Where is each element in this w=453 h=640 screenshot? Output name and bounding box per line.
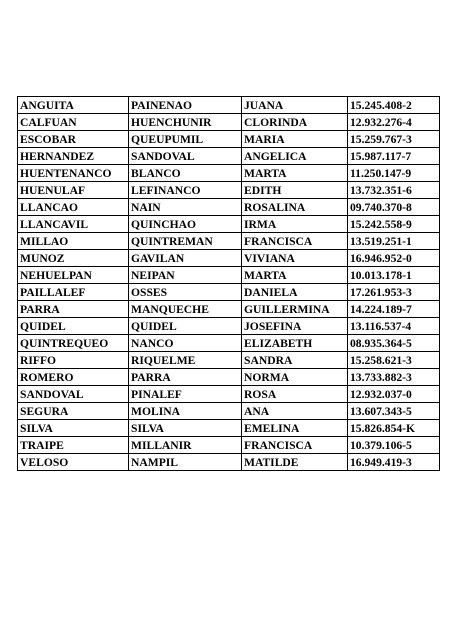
maternal-surname-cell: QUEUPUMIL bbox=[129, 131, 242, 148]
table-row bbox=[18, 182, 440, 199]
maternal-surname-cell: MANQUECHE bbox=[129, 301, 242, 318]
paternal-surname-cell: SANDOVAL bbox=[18, 386, 129, 403]
first-name-cell: ROSA bbox=[242, 386, 348, 403]
maternal-surname-cell: PAINENAO bbox=[129, 97, 242, 114]
paternal-surname-cell: ANGUITA bbox=[18, 97, 129, 114]
paternal-surname-cell: ROMERO bbox=[18, 369, 129, 386]
paternal-surname-cell: QUIDEL bbox=[18, 318, 129, 335]
maternal-surname-cell: NANCO bbox=[129, 335, 242, 352]
table-row bbox=[18, 335, 440, 352]
rut-cell: 13.116.537-4 bbox=[348, 318, 440, 335]
table-row bbox=[18, 352, 440, 369]
table-row bbox=[18, 148, 440, 165]
table-row bbox=[18, 216, 440, 233]
maternal-surname-cell: SILVA bbox=[129, 420, 242, 437]
paternal-surname-cell: MILLAO bbox=[18, 233, 129, 250]
table-row bbox=[18, 454, 440, 471]
first-name-cell: JUANA bbox=[242, 97, 348, 114]
rut-cell: 12.932.276-4 bbox=[348, 114, 440, 131]
rut-cell: 15.245.408-2 bbox=[348, 97, 440, 114]
rut-cell: 13.732.351-6 bbox=[348, 182, 440, 199]
rut-cell: 08.935.364-5 bbox=[348, 335, 440, 352]
paternal-surname-cell: TRAIPE bbox=[18, 437, 129, 454]
paternal-surname-cell: PAILLALEF bbox=[18, 284, 129, 301]
maternal-surname-cell: HUENCHUNIR bbox=[129, 114, 242, 131]
table-row bbox=[18, 131, 440, 148]
rut-cell: 15.259.767-3 bbox=[348, 131, 440, 148]
maternal-surname-cell: RIQUELME bbox=[129, 352, 242, 369]
table-row bbox=[18, 267, 440, 284]
first-name-cell: CLORINDA bbox=[242, 114, 348, 131]
maternal-surname-cell: OSSES bbox=[129, 284, 242, 301]
paternal-surname-cell: LLANCAO bbox=[18, 199, 129, 216]
first-name-cell: JOSEFINA bbox=[242, 318, 348, 335]
rut-cell: 15.987.117-7 bbox=[348, 148, 440, 165]
table-row bbox=[18, 97, 440, 114]
paternal-surname-cell: PARRA bbox=[18, 301, 129, 318]
paternal-surname-cell: MUNOZ bbox=[18, 250, 129, 267]
people-table-body bbox=[18, 97, 440, 471]
first-name-cell: GUILLERMINA bbox=[242, 301, 348, 318]
paternal-surname-cell: HUENULAF bbox=[18, 182, 129, 199]
maternal-surname-cell: NAIN bbox=[129, 199, 242, 216]
first-name-cell: MARTA bbox=[242, 165, 348, 182]
first-name-cell: VIVIANA bbox=[242, 250, 348, 267]
first-name-cell: NORMA bbox=[242, 369, 348, 386]
maternal-surname-cell: SANDOVAL bbox=[129, 148, 242, 165]
paternal-surname-cell: QUINTREQUEO bbox=[18, 335, 129, 352]
rut-cell: 10.379.106-5 bbox=[348, 437, 440, 454]
first-name-cell: ANGELICA bbox=[242, 148, 348, 165]
paternal-surname-cell: LLANCAVIL bbox=[18, 216, 129, 233]
rut-cell: 15.826.854-K bbox=[348, 420, 440, 437]
maternal-surname-cell: NEIPAN bbox=[129, 267, 242, 284]
rut-cell: 13.607.343-5 bbox=[348, 403, 440, 420]
table-row bbox=[18, 386, 440, 403]
table-row bbox=[18, 199, 440, 216]
paternal-surname-cell: SILVA bbox=[18, 420, 129, 437]
first-name-cell: ANA bbox=[242, 403, 348, 420]
first-name-cell: ELIZABETH bbox=[242, 335, 348, 352]
maternal-surname-cell: LEFINANCO bbox=[129, 182, 242, 199]
first-name-cell: MARTA bbox=[242, 267, 348, 284]
paternal-surname-cell: HERNANDEZ bbox=[18, 148, 129, 165]
paternal-surname-cell: NEHUELPAN bbox=[18, 267, 129, 284]
maternal-surname-cell: PINALEF bbox=[129, 386, 242, 403]
table-row bbox=[18, 114, 440, 131]
paternal-surname-cell: SEGURA bbox=[18, 403, 129, 420]
rut-cell: 16.949.419-3 bbox=[348, 454, 440, 471]
people-table bbox=[17, 96, 440, 471]
table-row bbox=[18, 420, 440, 437]
paternal-surname-cell: HUENTENANCO bbox=[18, 165, 129, 182]
table-row bbox=[18, 233, 440, 250]
paternal-surname-cell: VELOSO bbox=[18, 454, 129, 471]
rut-cell: 09.740.370-8 bbox=[348, 199, 440, 216]
first-name-cell: IRMA bbox=[242, 216, 348, 233]
first-name-cell: FRANCISCA bbox=[242, 233, 348, 250]
maternal-surname-cell: GAVILAN bbox=[129, 250, 242, 267]
table-row bbox=[18, 250, 440, 267]
rut-cell: 14.224.189-7 bbox=[348, 301, 440, 318]
first-name-cell: MARIA bbox=[242, 131, 348, 148]
first-name-cell: SANDRA bbox=[242, 352, 348, 369]
table-row bbox=[18, 369, 440, 386]
maternal-surname-cell: QUINCHAO bbox=[129, 216, 242, 233]
maternal-surname-cell: BLANCO bbox=[129, 165, 242, 182]
table-row bbox=[18, 403, 440, 420]
rut-cell: 12.932.037-0 bbox=[348, 386, 440, 403]
rut-cell: 13.519.251-1 bbox=[348, 233, 440, 250]
maternal-surname-cell: QUIDEL bbox=[129, 318, 242, 335]
table-row bbox=[18, 284, 440, 301]
paternal-surname-cell: RIFFO bbox=[18, 352, 129, 369]
rut-cell: 16.946.952-0 bbox=[348, 250, 440, 267]
rut-cell: 11.250.147-9 bbox=[348, 165, 440, 182]
rut-cell: 10.013.178-1 bbox=[348, 267, 440, 284]
table-row bbox=[18, 301, 440, 318]
rut-cell: 13.733.882-3 bbox=[348, 369, 440, 386]
first-name-cell: MATILDE bbox=[242, 454, 348, 471]
maternal-surname-cell: MOLINA bbox=[129, 403, 242, 420]
maternal-surname-cell: MILLANIR bbox=[129, 437, 242, 454]
first-name-cell: EMELINA bbox=[242, 420, 348, 437]
paternal-surname-cell: ESCOBAR bbox=[18, 131, 129, 148]
maternal-surname-cell: NAMPIL bbox=[129, 454, 242, 471]
table-row bbox=[18, 318, 440, 335]
maternal-surname-cell: QUINTREMAN bbox=[129, 233, 242, 250]
first-name-cell: DANIELA bbox=[242, 284, 348, 301]
paternal-surname-cell: CALFUAN bbox=[18, 114, 129, 131]
first-name-cell: FRANCISCA bbox=[242, 437, 348, 454]
rut-cell: 15.258.621-3 bbox=[348, 352, 440, 369]
table-row bbox=[18, 165, 440, 182]
maternal-surname-cell: PARRA bbox=[129, 369, 242, 386]
first-name-cell: EDITH bbox=[242, 182, 348, 199]
table-row bbox=[18, 437, 440, 454]
first-name-cell: ROSALINA bbox=[242, 199, 348, 216]
rut-cell: 17.261.953-3 bbox=[348, 284, 440, 301]
rut-cell: 15.242.558-9 bbox=[348, 216, 440, 233]
